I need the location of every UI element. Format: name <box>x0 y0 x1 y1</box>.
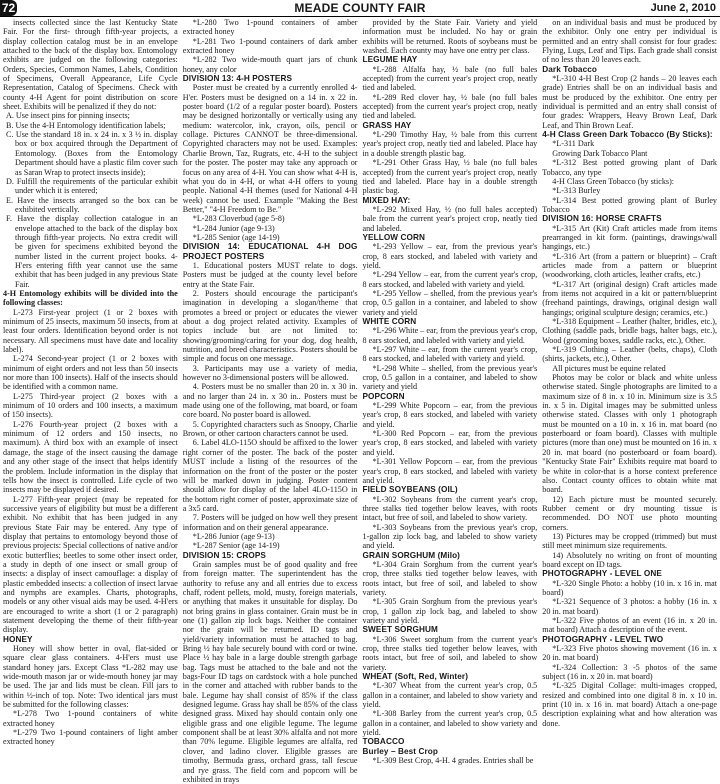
paragraph: *L-292 Mixed Hay, ½ (no full bales accepted) bale from the current year's project crop, neatly tied and labeled. <box>362 204 538 233</box>
section-heading: SWEET SORGHUM <box>362 625 438 635</box>
paragraph: provided by the State Fair. Variety and yield information must be included. No hay or grain exhibits will be returned. Roots of soybeans must be washed. Each county may have one entry per class. <box>362 18 538 56</box>
paragraph: *L-283 Cloverbud (age 5-8) <box>192 214 285 224</box>
paragraph: *L-282 Two wide-mouth quart jars of chunk honey, any color <box>182 55 358 74</box>
paragraph: *L-285 Senior (age 14-19) <box>192 232 280 242</box>
paragraph: *L-298 White – shelled, from the previous year's crop, 0.5 gallon in a container, and labeled to show variety and yield <box>362 363 538 392</box>
section-heading: WHITE CORN <box>362 317 417 326</box>
paragraph: Honey will show better in oval, flat-sided or square clear glass containers. 4-H'ers must use standard honey jars. Except Class *L-282 may use wide-mouth mason jar or wide-mouth honey jar may be used. The jar and lids must be clean. Fill jars to within ½-inch of top. Note: Two identical jars must be submitted for the following classes: <box>3 644 178 710</box>
paragraph: *L-289 Red clover hay, ½ bale (no full bales accepted) from the current year's project crop, neatly tied and labeled. <box>362 92 538 121</box>
paragraph: *L-316 Art (from a pattern or blueprint) – Craft articles made from a pattern or blueprint (woodworking, cloth articles, leather crafts, etc.) <box>542 251 717 280</box>
paragraph: *L-323 Five photos showing movement (16 in. x 20 in. mat board) <box>542 644 717 663</box>
paragraph: Grain samples must be of good quality and free from foreign matter. The superintendent has the authority to refuse any and all entries due to excess chaff, rodent pellets, mold, musty, foreign materials, or anything that makes it unsuitable for display. Do not bring grains in glass container. Grain must be in one (1) gallon zip lock bags. Neither the container nor the grain will be returned. ID tags and yield/variety information must be attached to bag. Bring ½ hay bale securely bound with cord or twine. Place ½ hay bale in a large double strength garbage bag. Tags must be attached to the bale and not the bags-Four ID tags on cardstock with a hole punched in the corner and attached with rubber bands to the bale. Legume hay shall consist of 85% if the class designed legume. Grass hay shall be 85% of the class designed grass. Mixed hay should contain only one eligible grass and one eligible legume. The legume component shall be at least 30% alfalfa and not more than 70% legume. Eligible legumes are alfalfa, red clover, and ladino clover. Eligible grasses are timothy, Bermuda grass, orchard grass, tall fescue and rye grass. The field corn and popcorn will be exhibited in trays <box>182 559 358 784</box>
paragraph: 5. Copyrighted characters such as Snoopy, Charlie Brown, or other cartoon characters cannot be used. <box>182 419 358 439</box>
paragraph: Photos may be color or black and white unless otherwise stated. Single photographs are limited to a maximum size of 8 in. x 10 in. Minimum size is 3.5 in. x 5 in. Digital images may be submitted unless otherwise stated. Classes with only 1 photograph must be mounted on a 10 in. x 16 in. mat board (no posterboard or foam board). Classes with multiple pictures (more than one) must be mounted on 16 in. x 20 in. mat board (no posterboard or foam board). "Kentucky State Fair" Exhibits require mat board to be white in color-that is a horse context preference also. Contact county offices to obtain white mat board. <box>542 373 717 495</box>
paragraph: E. Have the insects arranged so the box can be exhibited vertically. <box>6 195 178 214</box>
paragraph: *L-297 White – ear, from the current year's crop, 8 ears stocked, and labeled with variety and yield. <box>362 345 538 364</box>
paragraph: *L-325 Digital Collage: multi-images cropped, resized and combined into one digital 8 in. x 10 in. print (10 in. x 16 in. mat board) Attach a one-page description explaining what and how alteration was done. <box>542 681 717 728</box>
section-heading: Dark Tobacco <box>542 64 597 74</box>
paragraph: 14) Absolutely no writing on front of mounting board except on ID tags. <box>542 550 717 569</box>
paragraph: *L-278 Two 1-pound containers of white extracted honey <box>3 709 178 728</box>
section-heading: DIVISION 15: CROPS <box>182 550 266 560</box>
paragraph: *L-293 Yellow – ear, from the previous year's crop, 8 ears stocked, and labeled with variety and yield. <box>362 242 538 270</box>
publication-title: MEADE COUNTY FAIR <box>294 1 426 15</box>
paragraph: Poster must be created by a currently enrolled 4-H'er. Posters must be designed on a 14 in. x 22 in. poster board (1/2 of a regular poster board). Posters may be designed horizontally or vertically using any medium: watercolor, ink, crayon, oils, pencil or collage. Pictures CANNOT be three-dimensional. Copyrighted characters may not be used. Examples: Charlie Brown, Taz, Rugrats, etc. 4-H to the subject for the poster. The poster may take any approach or focus on any area of 4-H. You can show what 4-H is, what you do in 4-H, or what 4-H offers to young people. National 4-H themes (used for National 4-H week) cannot be used. Example "Making the Best Better," "4-H Freedom to Be." <box>182 83 358 214</box>
paragraph: *L-300 Red Popcorn – ear, from the previous year's crop, 8 ears stocked, and labeled with variety and yield. <box>362 429 538 457</box>
paragraph: D. Fulfill the requirements of the particular exhibit under which it is entered; <box>6 176 178 196</box>
paragraph: 3. Participants may use a variety of media, however no 3-dimensional posters will be allowed. <box>182 363 358 383</box>
paragraph: *L-288 Alfalfa hay, ½ bale (no full bales accepted) from the current year's project crop, neatly tied and labeled. <box>362 64 538 93</box>
paragraph: *L-305 Grain Sorghum from the previous year's crop, 1 gallon zip lock bag, and labeled to show variety and yield. <box>362 597 538 625</box>
paragraph: *L-307 Wheat from the current year's crop, 0.5 gallon in a container, and labeled to show variety and yield. <box>362 681 538 710</box>
paragraph: *L-319 Clothing – Leather (belts, chaps), Cloth (shirts, jackets, etc.), Other. <box>542 345 717 364</box>
section-heading: TOBACCO <box>362 737 405 747</box>
paragraph: *L-309 Best Crop, 4-H. 4 grades. Entries shall be <box>372 756 534 766</box>
section-heading: PHOTOGRAPHY - LEVEL ONE <box>542 569 662 579</box>
section-heading: PHOTOGRAPHY - LEVEL TWO <box>542 634 664 644</box>
paragraph: 13) Pictures may be cropped (trimmed) but must still meet minimum size requirements. <box>542 531 717 551</box>
paragraph: All pictures must be equine related <box>552 363 666 373</box>
paragraph: *L-315 Art (Kit) Craft articles made from items prearranged in kit form. (paintings, drawings/wall hangings, etc.) <box>542 223 717 252</box>
paragraph: *L-318 Equipment – Leather (halter, bridles, etc.), Clothing (saddle pads, bridle bags, halter bags, etc.), Wood (grooming boxes, saddle racks, etc.), Other. <box>542 317 717 345</box>
section-heading: DIVISION 14: EDUCATIONAL 4-H DOG PROJECT POSTERS <box>182 242 358 261</box>
paragraph: *L-281 Two 1-pound containers of dark amber extracted honey <box>182 36 358 56</box>
section-heading: MIXED HAY: <box>362 195 411 205</box>
paragraph: L-276 Fourth-year project (2 boxes with a minimum of 12 orders and 150 insects, no maximum). A third box with an example of insect damage, the stage of the insect causing the damage and any other stage of the insect that helps identify the problem. Include information in the display that tells how the insect is controlled. Life cycle of two insects may be displayed if desired. <box>3 419 178 495</box>
paragraph: *L-312 Best potted growing plant of Dark Tobacco, any type <box>542 158 717 177</box>
paragraph: *L-302 Soybeans from the current year's crop, three stalks tied together below leaves, with roots intact, but free of soil, and labeled to show variety. <box>362 494 538 523</box>
section-heading: HONEY <box>3 634 33 644</box>
paragraph: *L-279 Two 1-pound containers of light amber extracted honey <box>3 728 178 747</box>
paragraph: *L-310 4-H Best Crop (2 hands – 20 leaves each grade) Entries shall be on an individual basis and must be produced by the exhibitor. One entry per individual is permitted and an entry shall consist of four grades: Wrappers, Heavy Brown Leaf, Dark Leaf, and Thin Brown Leaf. <box>542 74 717 130</box>
paragraph: A. Use insect pins for pinning insects; <box>6 111 130 121</box>
paragraph: *L-314 Best potted growing plant of Burley Tobacco <box>542 195 717 214</box>
paragraph: L-274 Second-year project (1 or 2 boxes with minimum of eight orders and not less than 50 insects nor more than 100 insects). Half of the insects should be identified with a common name. <box>3 354 178 392</box>
section-heading: DIVISION 13: 4-H POSTERS <box>182 74 293 84</box>
section-heading: GRASS HAY <box>362 120 412 130</box>
paragraph: *L-317 Art (original design) Craft articles made from items not acquired in a kit or pattern/blueprint (freehand paintings, drawings, original design wall hangings; original sculpture design; ceramics, etc.) <box>542 279 717 317</box>
section-heading: Burley – Best Crop <box>362 746 439 756</box>
paragraph: *L-286 Junior (age 9-13) <box>192 531 275 541</box>
page-header <box>0 0 720 17</box>
paragraph: insects collected since the last Kentucky State Fair. For the first- through fifth-year projects, a display collection catalog must be in an envelope attached to the back of the display box. Entomology exhibits are judged on the following categories: Orders, Species, Common Names, Labels, Condition of Specimens, Overall Appearance, Life Cycle Representation, Catalog of Specimens. Check with county 4-H Agent for point distribution on score sheet. Exhibits will be penalized if they do not: <box>3 18 178 112</box>
paragraph: *L-291 Other Grass Hay, ½ bale (no full bales accepted) from the current year's project crop, neatly tied and labeled. Place hay in a double strength plastic bag. <box>362 158 538 196</box>
column-1 <box>3 18 178 747</box>
section-heading: POPCORN <box>362 391 405 401</box>
paragraph: C. Use the standard 18 in. x 24 in. x 3 ½ in. display box or box acquired through the Department of Entomology. (Boxes from the Entomology Department should have a plastic film cover such as Saran Wrap to protect insects inside); <box>6 130 178 177</box>
section-heading: FIELD SOYBEANS (OIL) <box>362 485 458 495</box>
issue-date: June 2, 2010 <box>650 2 716 14</box>
paragraph: 4-H Entomology exhibits will be divided into the following classes: <box>3 288 178 308</box>
paragraph: *L-280 Two 1-pound containers of amber extracted honey <box>182 18 358 37</box>
paragraph: *L-304 Grain Sorghum from the current year's crop, three stalks tied together below leaves, with roots intact, but free of soil, and labeled to show variety. <box>362 559 538 597</box>
paragraph: *L-287 Senior (age 14-19) <box>192 541 280 551</box>
column-3 <box>362 18 538 766</box>
paragraph: *L-303 Soybeans from the previous year's crop, 1-gallon zip lock bag, and labeled to show variety and yield. <box>362 522 538 551</box>
paragraph: Growing Dark Tobacco Plant <box>552 148 648 158</box>
column-4 <box>542 18 717 742</box>
paragraph: on an individual basis and must be produced by the exhibitor. Only one entry per individual is permitted and an entry shall consist for four grades: Flying, Lugs, Leaf and Tips. Each grade shall consist of no less than 20 leaves each. <box>542 18 717 65</box>
article-columns <box>3 18 717 784</box>
paragraph: *L-320 Single Photo: a hobby (10 in. x 16 in. mat board) <box>542 578 717 597</box>
paragraph: *L-295 Yellow – shelled, from the previous year's crop, 0.5 gallon in a container, and labeled to show variety and yield <box>362 288 538 317</box>
paragraph: L-277 Fifth-year project (may be repeated for successive years of eligibility but must be a different exhibit. No exhibit that has been judged in any previous State Fair may be entered. Any type of display that pertains to entomology beyond those of previous projects: Special collections of native and/or exotic butterflies; beetles to some other insect order, a study in depth of one insect or small group of insects: a display of insect camouflage: a display of plastic embedded insects: a collection of insect larvae and nymphs are examples. Charts, photographs, models or any other visual aids may be used. 4-H'ers are encouraged to write a short (1 or 2 paragraph) statement developing the theme of their fifth-year display. <box>3 494 178 635</box>
paragraph: 6. Label 4LO-115O should be affixed to the lower right corner of the poster. The back of the poster MUST include a listing of the resources of the information on the front of the poster or the poster will be marked down in judging. Poster content should allow for display of the label 4LO-115O in the bottom right corner of poster, approximate size of a 3x5 card. <box>182 438 358 513</box>
paragraph: 2. Posters should encourage the participant's imagination in developing a slogan/theme that promotes a breed or project or educates the viewer about a dog project related activity. Examples of topics include but are not limited to: showing/grooming/caring for your dog, dog health, nutrition, and breed characteristics. Posters should be simple and focus on one message. <box>182 288 358 364</box>
paragraph: *L-321 Sequence of 3 photos: a hobby (16 in. x 20 in. mat board) <box>542 597 717 616</box>
paragraph: *L-284 Junior (age 9-13) <box>192 223 275 233</box>
paragraph: *L-296 White – ear, from the previous year's crop, 8 ears stocked, and labeled with variety and yield. <box>362 326 538 345</box>
paragraph: 4-H Class Green Tobacco (by sticks): <box>552 176 675 186</box>
paragraph: *L-324 Collection: 3 -5 photos of the same subject (16 in. x 20 in. mat board) <box>542 662 717 682</box>
paragraph: *L-299 White Popcorn – ear, from the previous year's crop, 8 ears stocked, and labeled with variety and yield. <box>362 401 538 429</box>
section-heading: 4-H Class Green Dark Tobacco (By Sticks): <box>542 130 713 140</box>
section-heading: YELLOW CORN <box>362 232 426 242</box>
paragraph: 7. Posters will be judged on how well they present information and on their general appearance. <box>182 513 358 532</box>
section-heading: LEGUME HAY <box>362 55 418 65</box>
paragraph: *L-322 Five photos of an event (16 in. x 20 in. mat board) Attach a description of the event. <box>542 616 717 635</box>
paragraph: *L-313 Burley <box>552 186 601 196</box>
paragraph: 1. Educational posters MUST relate to dogs. Posters must be judged at the county level before entry at the State Fair. <box>182 260 358 289</box>
paragraph: L-275 Third-year project (2 boxes with a minimum of 10 orders and 100 insects, a maximum of 150 insects). <box>3 391 178 420</box>
column-2 <box>182 18 358 784</box>
section-heading: DIVISION 16: HORSE CRAFTS <box>542 214 662 224</box>
paragraph: *L-290 Timothy Hay, ½ bale from this current year's project crop, neatly tied and labeled. Place hay in a double strength plastic bag. <box>362 130 538 158</box>
paragraph: *L-311 Dark <box>552 139 595 149</box>
section-heading: WHEAT (Soft, Red, Winter) <box>362 672 469 682</box>
paragraph: 4. Posters must be no smaller than 20 in. x 30 in. and no larger than 24 in. x 30 in.. Posters must be made using one of the following, mat board, or foam core board. No poster board is allowed. <box>182 382 358 420</box>
paragraph: *L-301 Yellow Popcorn – ear, from the previous year's crop, 8 ears stocked, and labeled with variety and yield. <box>362 457 538 485</box>
paragraph: L-273 First-year project (1 or 2 boxes with minimum of 25 insects, maximum 50 insects, from at least four orders. Identification beyond order is not necessary. All specimens must have date and locality label). <box>3 307 178 355</box>
page-number-badge: 72 <box>1 1 16 15</box>
paragraph: 12) Each picture must be mounted securely. Rubber cement or dry mounting tissue is recommended. DO NOT use photo mounting corners. <box>542 494 717 532</box>
section-heading: GRAIN SORGHUM (Milo) <box>362 550 461 560</box>
paragraph: *L-306 Sweet sorghum from the current year's crop, three stalks tied together below leaves, with roots intact, but free of soil, and labeled to show variety. <box>362 634 538 672</box>
paragraph: F. Have the display collection catalogue in an envelope attached to the back of the display box through fifth-year projects. No extra credit will be given for specimens exhibited beyond the number listed in the current project books. 4-H'ers entering fifth year cannot use the same exhibit that has been judged in any previous State Fair. <box>6 214 178 289</box>
paragraph: B. Use the 4-H Entomology identification labels; <box>6 120 166 130</box>
paragraph: *L-294 Yellow – ear, from the current year's crop, 8 ears stocked, and labeled with variety and yield. <box>362 270 538 289</box>
paragraph: *L-308 Barley from the current year's crop, 0.5 gallon in a container, and labeled to show variety and yield. <box>362 709 538 738</box>
